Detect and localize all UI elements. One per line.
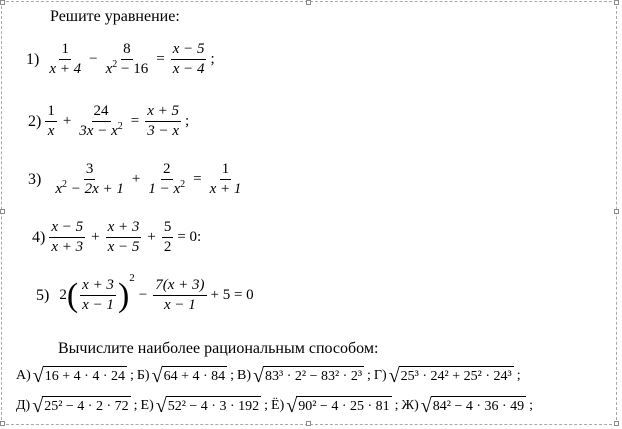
square-root: √ 25³ · 24² + 25² · 24³ <box>388 365 512 387</box>
resize-handle-left[interactable] <box>0 209 5 214</box>
fraction: $\frac{1}{x + 4}$ <box>49 41 82 77</box>
roots-row-2: Д) √ 25² − 4 · 2 · 72 ; Е) √ 52² − 4 · 3 · 192 ; Ё) √ 90² − 4 · 25 · 81 ; Ж) √ 84² − 4 · 36 · 49 ; <box>16 395 534 417</box>
fraction: $\frac{x - 5}{x - 4}$ <box>172 41 205 77</box>
square-root: √ 64 + 4 · 84 <box>151 365 226 387</box>
fraction: $\frac{x + 5}{3 - x}$ <box>147 103 179 139</box>
equation-number: 1) <box>26 50 40 68</box>
fraction: $\frac{1}{x}$ <box>47 103 55 139</box>
equation-number: 3) <box>28 170 42 188</box>
resize-handle-top[interactable] <box>306 0 311 5</box>
equation-5: 5) 2 ( $\frac{x + 3}{x - 1}$ ) 2 − $\frac{7(x + 3)}{x - 1}$ + 5 = 0 <box>36 272 254 314</box>
equation-4: 4) $\frac{x - 5}{x + 3}$ + $\frac{x + 3}{x - 5}$ + $\frac{5}{2}$ = 0: <box>32 219 202 255</box>
fraction: $\frac{x - 5}{x + 3}$ <box>51 219 84 255</box>
square-root: √ 90² − 4 · 25 · 81 <box>286 395 390 417</box>
resize-handle-top-left[interactable] <box>0 0 5 5</box>
fraction: $\frac{3}{x^2 - 2x + 1}$ <box>55 161 124 197</box>
fraction: $\frac{24}{3x - x^2}$ <box>79 103 123 139</box>
square-root: √ 84² − 4 · 36 · 49 <box>420 395 525 417</box>
equation-2: 2) $\frac{1}{x}$ + $\frac{24}{3x - x^2}$ = $\frac{x + 5}{3 - x}$ ; <box>28 103 190 139</box>
fraction: $\frac{x + 3}{x - 5}$ <box>107 219 140 255</box>
fraction: $\frac{1}{x + 1}$ <box>209 161 242 197</box>
fraction: $\frac{x + 3}{x - 1}$ <box>82 277 114 313</box>
task-title: Решите уравнение: <box>50 8 180 25</box>
equation-number: 4) <box>32 228 46 246</box>
fraction: $\frac{7(x + 3)}{x - 1}$ <box>155 277 205 313</box>
resize-handle-bottom-left[interactable] <box>0 421 5 426</box>
square-root: √ 52² − 4 · 3 · 192 <box>155 395 260 417</box>
resize-handle-bottom-right[interactable] <box>614 421 619 426</box>
fraction: $\frac{5}{2}$ <box>163 219 172 255</box>
equation-1: 1) $\frac{1}{x + 4}$ − $\frac{8}{x^2 - 16}$ = $\frac{x - 5}{x - 4}$ ; <box>26 41 215 77</box>
fraction: $\frac{2}{1 - x^2}$ <box>148 161 186 197</box>
resize-handle-top-right[interactable] <box>614 0 619 5</box>
task-subtitle: Вычислите наиболее рациональным способом: <box>58 340 379 357</box>
square-root: √ 25² − 4 · 2 · 72 <box>32 395 129 417</box>
resize-handle-right[interactable] <box>614 209 619 214</box>
equation-number: 2) <box>28 112 42 130</box>
fraction: $\frac{8}{x^2 - 16}$ <box>105 41 149 77</box>
roots-row-1: А) √ 16 + 4 · 4 · 24 ; Б) √ 64 + 4 · 84 ; В) √ 83³ · 2² − 83² · 2³ ; Г) √ 25³ · 24² + 25² · 24³ ; <box>16 365 521 387</box>
square-root: √ 83³ · 2² − 83² · 2³ <box>253 365 363 387</box>
equation-number: 5) <box>36 286 50 304</box>
resize-handle-bottom[interactable] <box>306 421 311 426</box>
square-root: √ 16 + 4 · 4 · 24 <box>32 365 125 387</box>
equation-3: 3) $\frac{3}{x^2 - 2x + 1}$ + $\frac{2}{1 - x^2}$ = $\frac{1}{x + 1}$ <box>28 161 242 197</box>
